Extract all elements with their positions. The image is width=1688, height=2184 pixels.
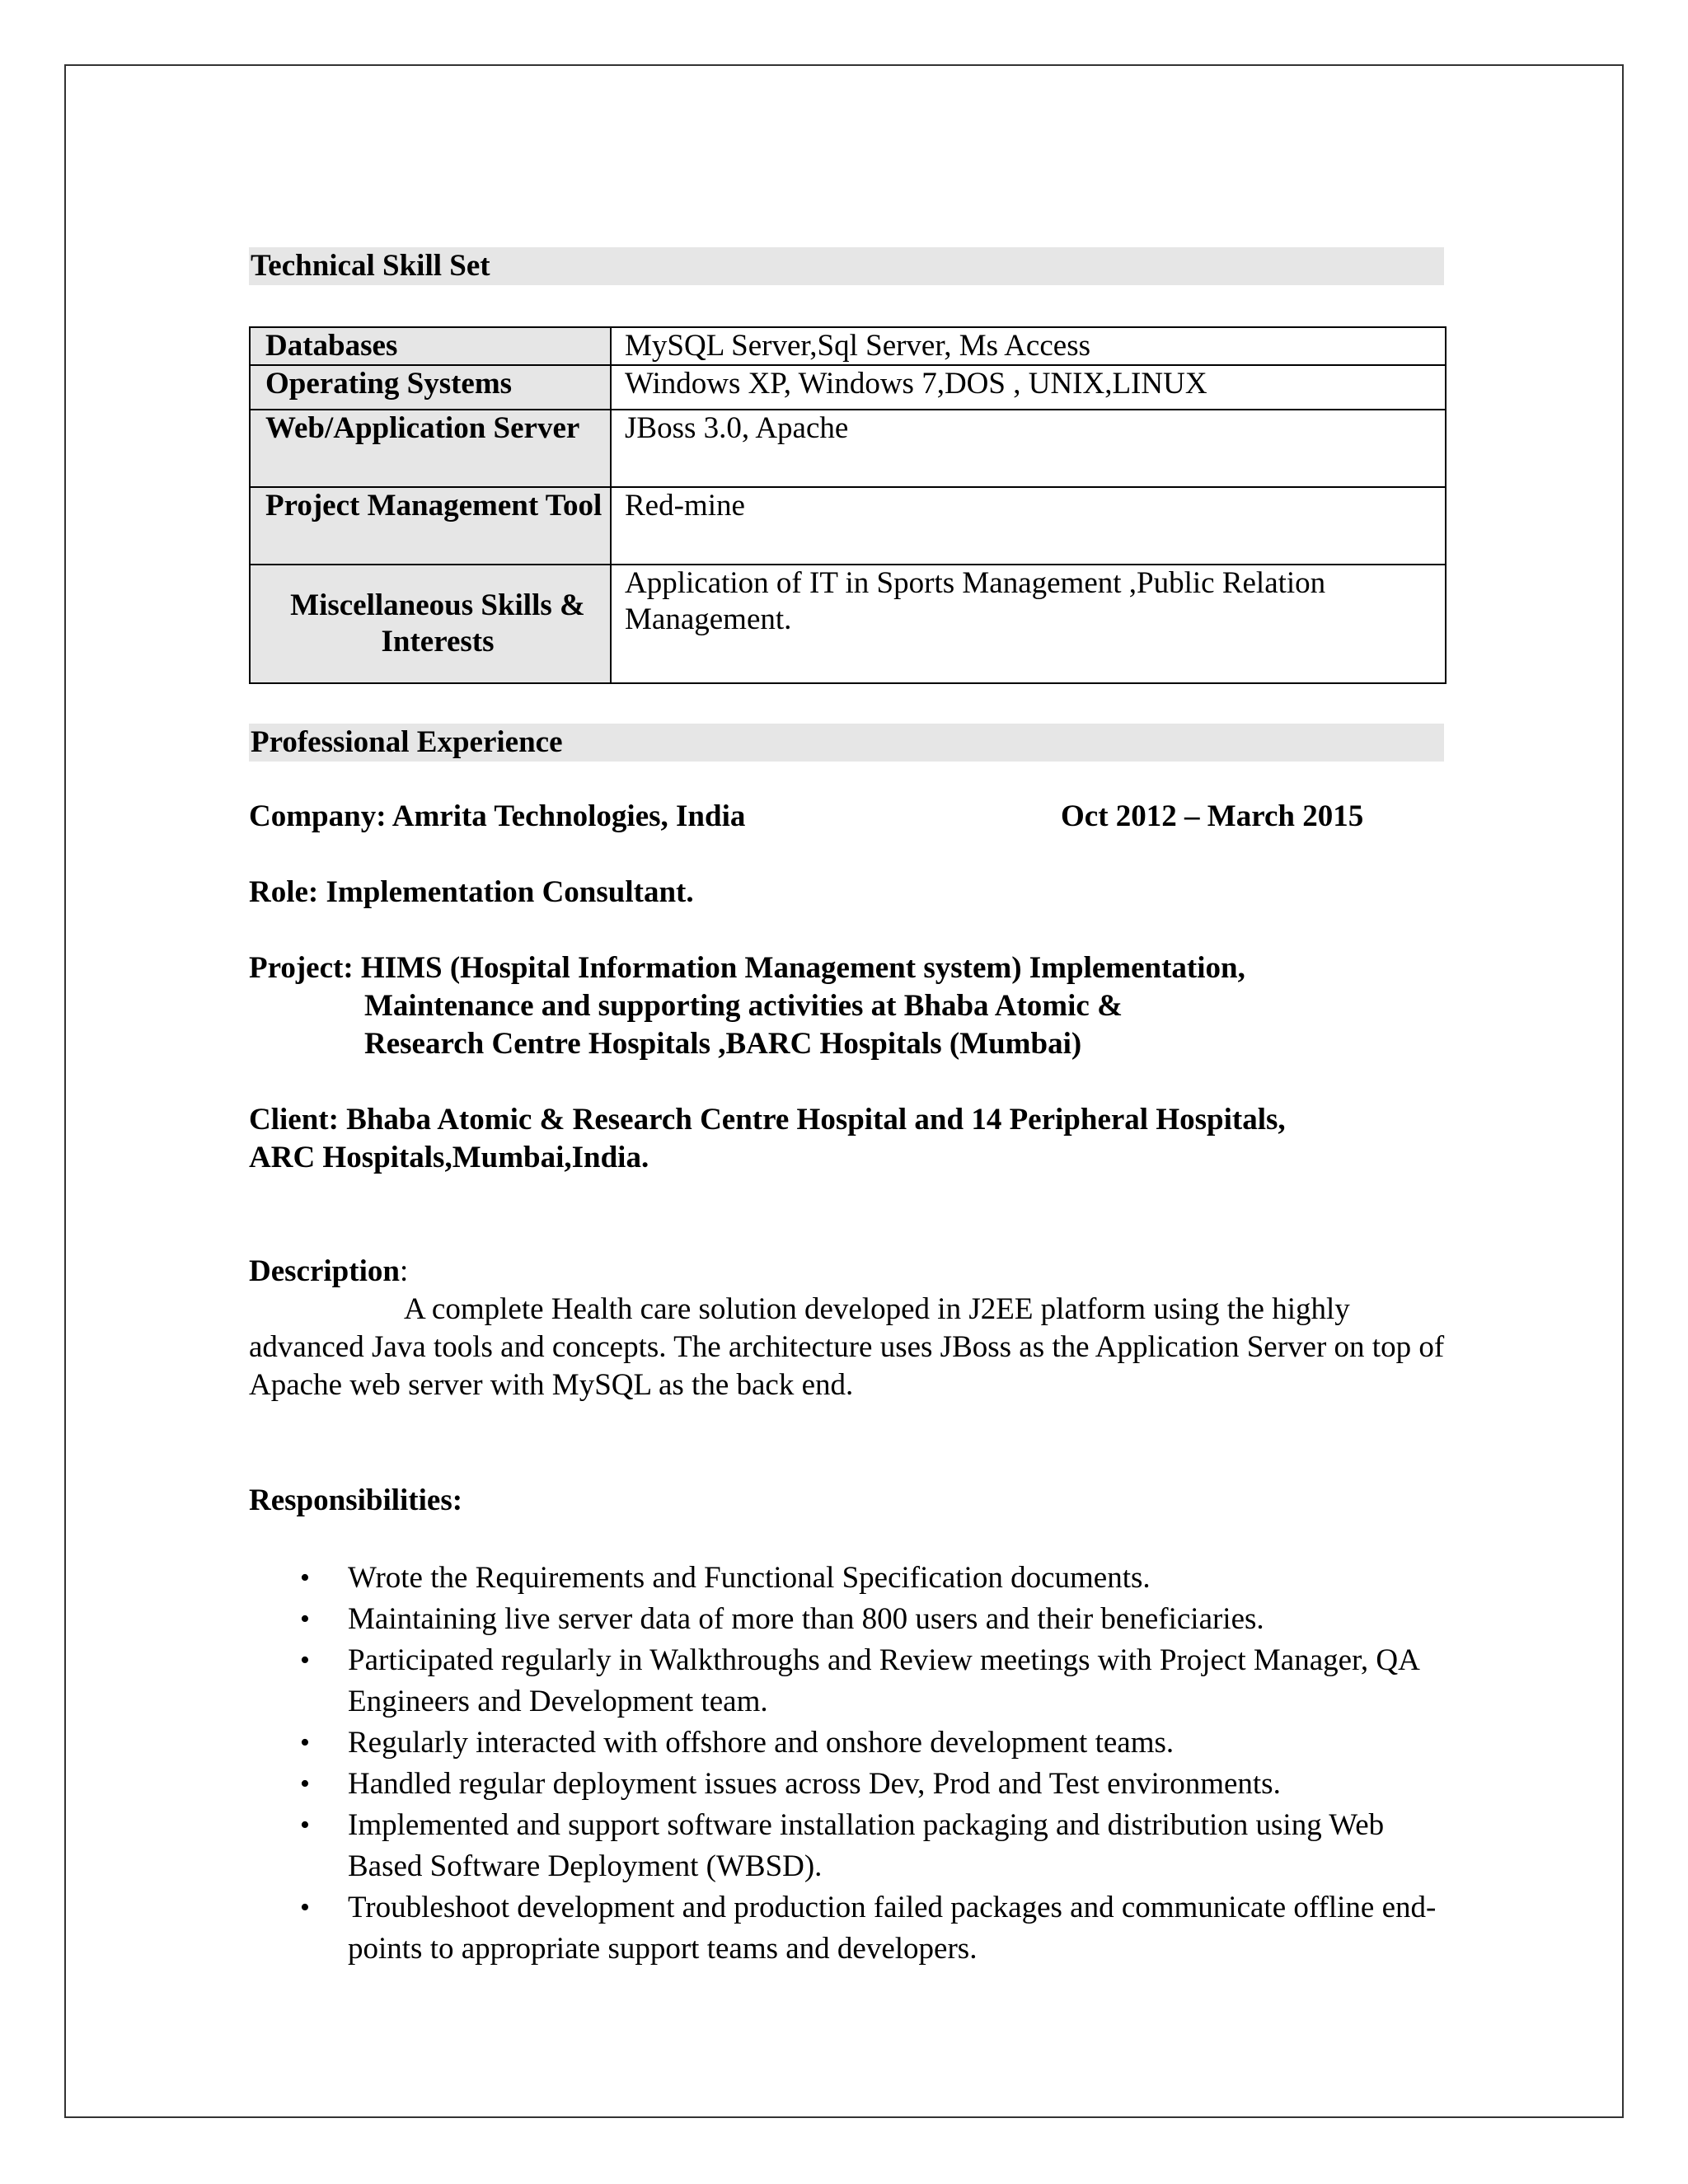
description-colon: :	[399, 1254, 409, 1288]
skill-category-line: Interests	[381, 625, 495, 658]
employment-dates: Oct 2012 – March 2015	[1061, 799, 1364, 833]
bullet-icon: •	[300, 1645, 310, 1675]
project-line: Research Centre Hospitals ,BARC Hospitals (Mumbai)	[364, 1027, 1082, 1061]
bullet-icon: •	[300, 1892, 310, 1923]
bullet-icon: •	[300, 1810, 310, 1840]
table-row	[250, 365, 1446, 410]
project-line: Project: HIMS (Hospital Information Management system) Implementation,	[249, 951, 1245, 985]
skills-table	[249, 326, 1447, 684]
bullet-icon: •	[300, 1563, 310, 1593]
skill-category	[250, 565, 611, 683]
list-item	[249, 1558, 1452, 1599]
client-line: Client: Bhaba Atomic & Research Centre Hospital and 14 Peripheral Hospitals,	[249, 1103, 1286, 1137]
skill-value: Windows XP, Windows 7,DOS , UNIX,LINUX	[611, 365, 1446, 410]
list-item-text: Handled regular deployment issues across Dev, Prod and Test environments.	[348, 1767, 1281, 1801]
list-item	[249, 1887, 1452, 1970]
list-item-text: Wrote the Requirements and Functional Specification documents.	[348, 1561, 1151, 1595]
resume-page	[249, 247, 1444, 1970]
list-item	[249, 1722, 1452, 1764]
section-heading-professional-experience: Professional Experience	[249, 724, 1444, 762]
table-row	[250, 410, 1446, 487]
list-item	[249, 1640, 1452, 1722]
company-line	[249, 798, 1444, 836]
responsibilities-heading: Responsibilities:	[249, 1483, 463, 1517]
bullet-icon: •	[300, 1727, 310, 1758]
company-name: Company: Amrita Technologies, India	[249, 799, 746, 833]
bullet-icon: •	[300, 1769, 310, 1799]
description-heading	[249, 1253, 1444, 1291]
table-row	[250, 565, 1446, 683]
list-item-text: Troubleshoot development and production failed packages and communicate offline end-points to appropriate support teams and developers.	[348, 1891, 1437, 1966]
list-item	[249, 1764, 1452, 1805]
client-line: ARC Hospitals,Mumbai,India.	[249, 1141, 649, 1174]
skill-value: JBoss 3.0, Apache	[611, 410, 1446, 487]
responsibilities-list	[249, 1558, 1444, 1970]
project-block	[249, 949, 1444, 1063]
description-text: A complete Health care solution developed in J2EE platform using the highly advanced Java tools and concepts. The architecture uses JBoss as the Application Server on top of Apache web server with MySQL as the back end.	[249, 1292, 1445, 1402]
skill-category-line: Miscellaneous Skills &	[290, 588, 585, 622]
skill-category: Project Management Tool	[250, 487, 611, 565]
project-line: Maintenance and supporting activities at Bhaba Atomic &	[364, 989, 1123, 1023]
bullet-icon: •	[300, 1604, 310, 1634]
table-row	[250, 327, 1446, 365]
list-item-text: Regularly interacted with offshore and onshore development teams.	[348, 1726, 1175, 1760]
section-heading-technical-skill-set: Technical Skill Set	[249, 247, 1444, 285]
list-item-text: Implemented and support software installation packaging and distribution using Web Based Software Deployment (WBSD).	[348, 1808, 1385, 1883]
list-item-text: Maintaining live server data of more than 800 users and their beneficiaries.	[348, 1602, 1264, 1636]
skill-category: Databases	[250, 327, 611, 365]
skill-value: MySQL Server,Sql Server, Ms Access	[611, 327, 1446, 365]
table-row	[250, 487, 1446, 565]
description-label: Description	[249, 1254, 400, 1288]
skill-category: Operating Systems	[250, 365, 611, 410]
description-block	[249, 1253, 1444, 1404]
role-line: Role: Implementation Consultant.	[249, 875, 694, 909]
skill-value: Red-mine	[611, 487, 1446, 565]
list-item	[249, 1805, 1452, 1887]
list-item-text: Participated regularly in Walkthroughs and Review meetings with Project Manager, QA Engineers and Development team.	[348, 1643, 1418, 1718]
list-item	[249, 1599, 1452, 1640]
client-block	[249, 1101, 1444, 1177]
skill-category: Web/Application Server	[250, 410, 611, 487]
skill-value: Application of IT in Sports Management ,Public Relation Management.	[611, 565, 1446, 683]
